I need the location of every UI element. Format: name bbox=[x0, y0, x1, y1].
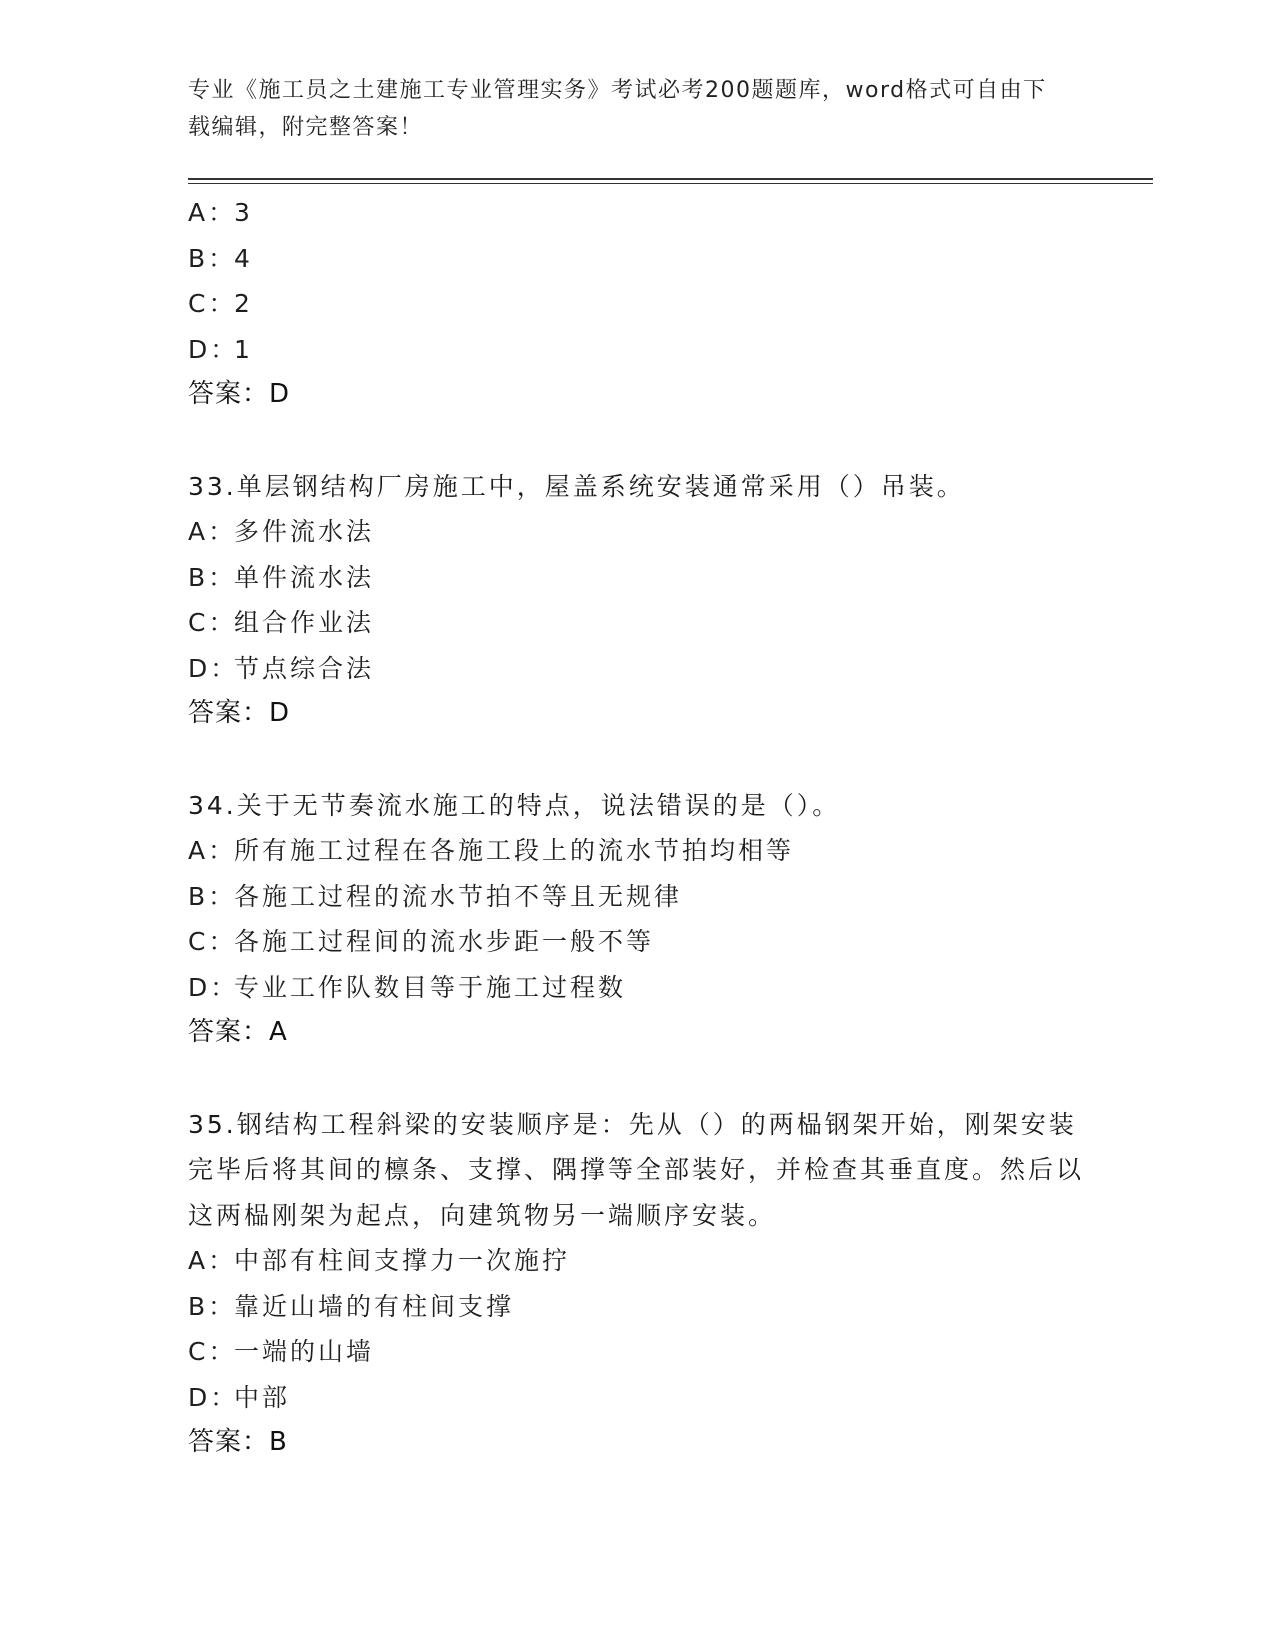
option-c: C：2 bbox=[188, 289, 253, 318]
option-b: B：靠近山墙的有柱间支撑 bbox=[188, 1291, 515, 1321]
option-c: C：各施工过程间的流水步距一般不等 bbox=[188, 927, 655, 956]
header-divider-thin bbox=[188, 183, 1153, 184]
answer: 答案：A bbox=[188, 1017, 288, 1047]
question-stem: 35.钢结构工程斜梁的安装顺序是：先从（）的两榀钢架开始，刚架安装完毕后将其间的檩条、支撑、隅撑等全部装好，并检查其垂直度。然后以这两榀刚架为起点，向建筑物另一端顺序安装。 bbox=[188, 1109, 1085, 1230]
option-a: A：3 bbox=[188, 198, 253, 227]
option-c: C：一端的山墙 bbox=[188, 1337, 375, 1366]
option-d: D：节点综合法 bbox=[188, 653, 375, 683]
question-block-35 bbox=[188, 1102, 1108, 1466]
option-b: B：各施工过程的流水节拍不等且无规律 bbox=[188, 881, 683, 911]
option-d: D：中部 bbox=[188, 1382, 291, 1412]
option-d: D：1 bbox=[188, 334, 253, 364]
question-block-prev bbox=[188, 190, 1108, 418]
question-block-33 bbox=[188, 464, 1108, 737]
question-list bbox=[188, 190, 1108, 1466]
option-a: A：中部有柱间支撑力一次施拧 bbox=[188, 1246, 571, 1275]
question-stem: 33.单层钢结构厂房施工中，屋盖系统安装通常采用（）吊装。 bbox=[188, 471, 965, 501]
option-b: B：4 bbox=[188, 243, 253, 273]
question-block-34 bbox=[188, 783, 1108, 1056]
answer: 答案：D bbox=[188, 379, 291, 409]
header-divider-thick bbox=[188, 178, 1153, 180]
answer: 答案：B bbox=[188, 1427, 288, 1457]
answer: 答案：D bbox=[188, 698, 291, 728]
option-c: C：组合作业法 bbox=[188, 608, 375, 637]
page-header: 专业《施工员之土建施工专业管理实务》考试必考200题题库，word格式可自由下载编辑，附完整答案！ bbox=[188, 78, 1047, 140]
option-a: A：所有施工过程在各施工段上的流水节拍均相等 bbox=[188, 836, 795, 865]
option-d: D：专业工作队数目等于施工过程数 bbox=[188, 972, 627, 1002]
question-stem: 34.关于无节奏流水施工的特点，说法错误的是（）。 bbox=[188, 790, 841, 820]
option-b: B：单件流水法 bbox=[188, 562, 375, 592]
option-a: A：多件流水法 bbox=[188, 517, 375, 546]
